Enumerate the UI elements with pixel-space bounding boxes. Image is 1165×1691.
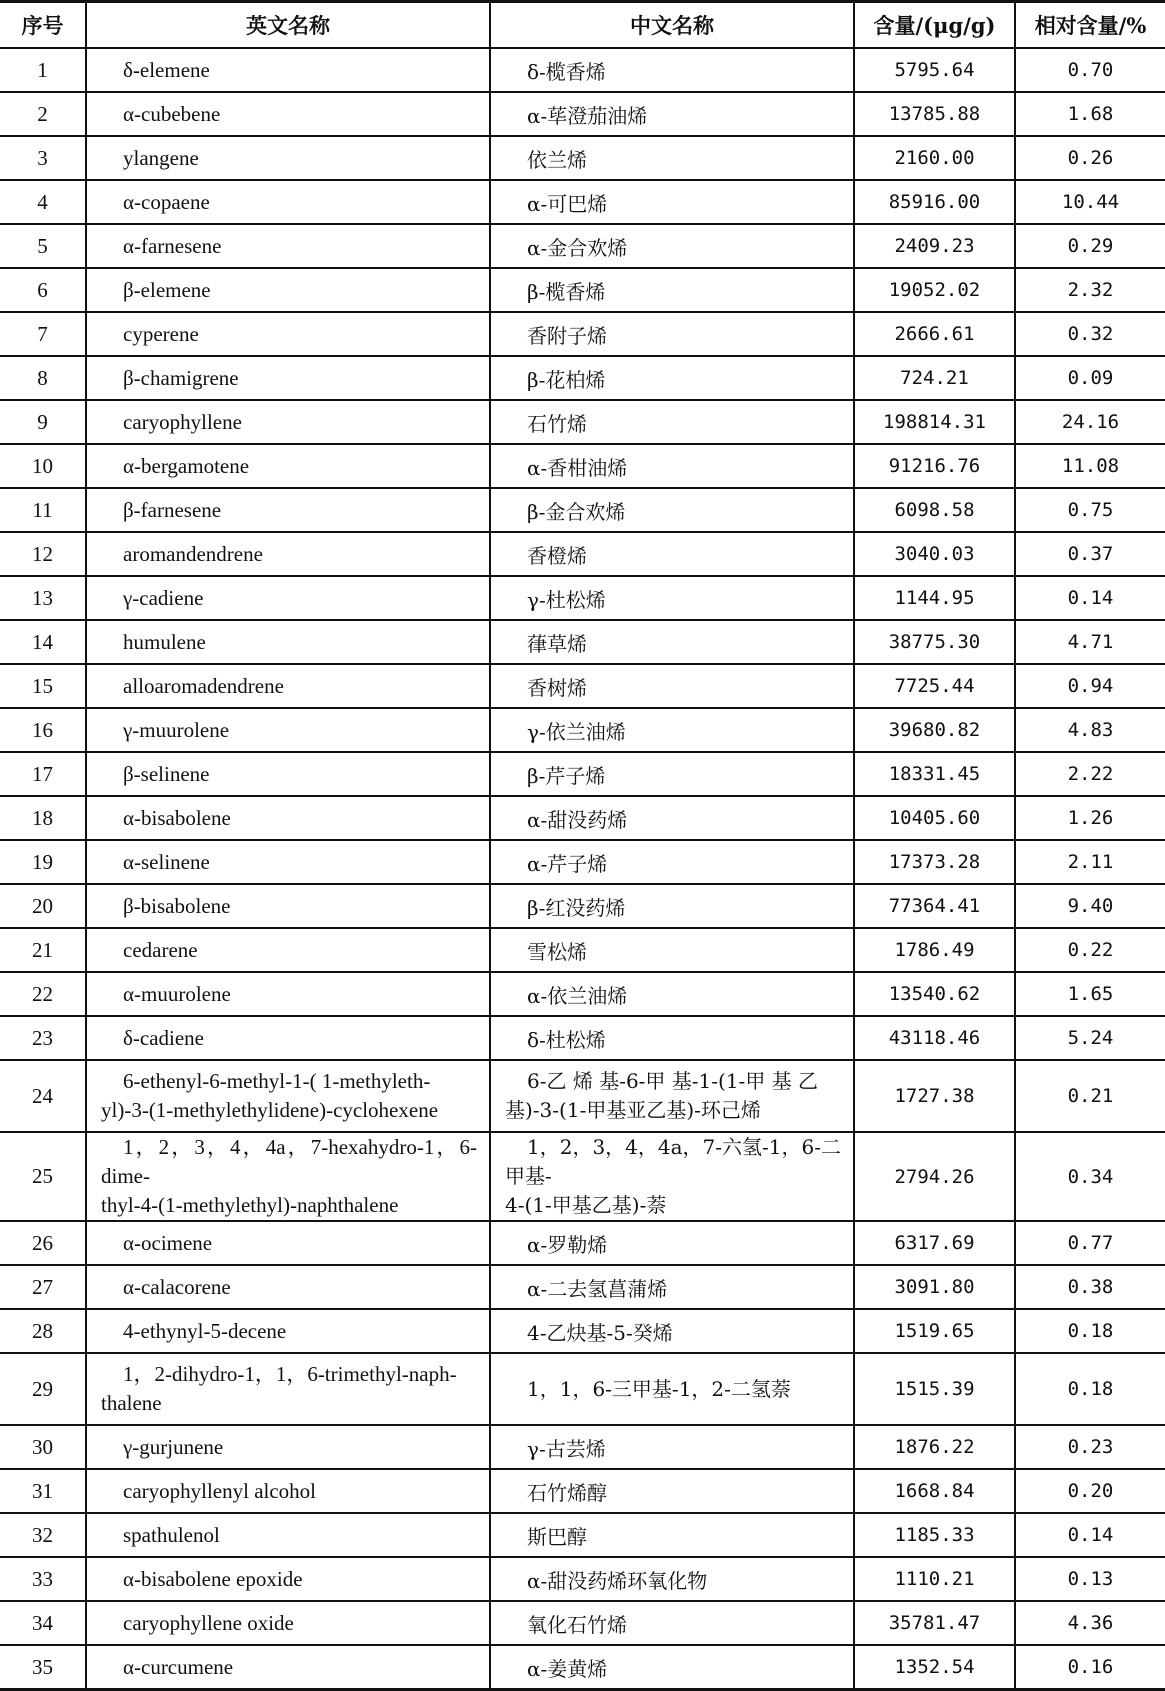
chinese-name-line: α-甜没药烯环氧化物 bbox=[527, 1568, 708, 1593]
english-name-line: aromandendrene bbox=[123, 541, 263, 566]
cell-relative-content: 0.16 bbox=[1015, 1645, 1165, 1690]
cell-content: 1876.22 bbox=[854, 1425, 1015, 1469]
cell-english-name bbox=[86, 1016, 490, 1060]
cell-content: 1519.65 bbox=[854, 1309, 1015, 1353]
chinese-name-line: 石竹烯 bbox=[527, 411, 587, 436]
table-row bbox=[0, 224, 1165, 268]
cell-relative-content: 0.70 bbox=[1015, 48, 1165, 92]
table-row bbox=[0, 400, 1165, 444]
chinese-name-line: 香橙烯 bbox=[527, 543, 587, 568]
chinese-name-line: 4-乙炔基-5-癸烯 bbox=[527, 1320, 673, 1345]
cell-relative-content: 0.37 bbox=[1015, 532, 1165, 576]
chinese-name-line: β-花柏烯 bbox=[527, 367, 606, 392]
table-row bbox=[0, 1645, 1165, 1690]
cell-chinese-name bbox=[490, 268, 854, 312]
english-name-line: α-calacorene bbox=[123, 1274, 231, 1299]
cell-content: 5795.64 bbox=[854, 48, 1015, 92]
cell-content: 2160.00 bbox=[854, 136, 1015, 180]
table-row bbox=[0, 356, 1165, 400]
cell-relative-content: 0.20 bbox=[1015, 1469, 1165, 1513]
cell-content: 1727.38 bbox=[854, 1060, 1015, 1132]
cell-english-name bbox=[86, 928, 490, 972]
cell-chinese-name bbox=[490, 884, 854, 928]
cell-serial-number: 15 bbox=[0, 664, 86, 708]
english-name-line: 1，2-dihydro-1，1，6-trimethyl-naph- bbox=[123, 1362, 457, 1386]
cell-english-name bbox=[86, 48, 490, 92]
chinese-name-line: β-芹子烯 bbox=[527, 763, 606, 788]
cell-english-name bbox=[86, 136, 490, 180]
cell-content: 13540.62 bbox=[854, 972, 1015, 1016]
chinese-name-line: α-香柑油烯 bbox=[527, 455, 628, 480]
table-row bbox=[0, 1469, 1165, 1513]
cell-chinese-name bbox=[490, 620, 854, 664]
cell-english-name bbox=[86, 92, 490, 136]
cell-serial-number: 6 bbox=[0, 268, 86, 312]
cell-content: 17373.28 bbox=[854, 840, 1015, 884]
table-row bbox=[0, 752, 1165, 796]
cell-serial-number: 2 bbox=[0, 92, 86, 136]
cell-relative-content: 1.26 bbox=[1015, 796, 1165, 840]
cell-serial-number: 14 bbox=[0, 620, 86, 664]
cell-chinese-name bbox=[490, 576, 854, 620]
cell-serial-number: 5 bbox=[0, 224, 86, 268]
cell-chinese-name bbox=[490, 444, 854, 488]
cell-content: 1668.84 bbox=[854, 1469, 1015, 1513]
cell-content: 2666.61 bbox=[854, 312, 1015, 356]
cell-serial-number: 4 bbox=[0, 180, 86, 224]
english-name-line: thalene bbox=[101, 1391, 162, 1415]
english-name-line: β-chamigrene bbox=[123, 365, 239, 390]
chinese-name-line: 雪松烯 bbox=[527, 939, 587, 964]
cell-chinese-name bbox=[490, 928, 854, 972]
chinese-name-line: 1，1，6-三甲基-1，2-二氢萘 bbox=[527, 1376, 791, 1401]
cell-relative-content: 0.32 bbox=[1015, 312, 1165, 356]
cell-serial-number: 18 bbox=[0, 796, 86, 840]
cell-serial-number: 10 bbox=[0, 444, 86, 488]
cell-serial-number: 20 bbox=[0, 884, 86, 928]
cell-english-name bbox=[86, 708, 490, 752]
cell-content: 6317.69 bbox=[854, 1221, 1015, 1265]
chinese-name-line: 1，2，3，4，4a，7-六氢-1，6-二甲基- bbox=[505, 1135, 841, 1188]
chinese-name-line: β-榄香烯 bbox=[527, 279, 606, 304]
english-name-line: α-muurolene bbox=[123, 981, 231, 1006]
header-chinese-name: 中文名称 bbox=[490, 2, 854, 49]
table-row bbox=[0, 180, 1165, 224]
table-header bbox=[0, 2, 1165, 49]
table-row bbox=[0, 972, 1165, 1016]
cell-content: 2794.26 bbox=[854, 1132, 1015, 1221]
cell-relative-content: 1.68 bbox=[1015, 92, 1165, 136]
cell-chinese-name bbox=[490, 752, 854, 796]
cell-chinese-name bbox=[490, 796, 854, 840]
english-name-line: α-copaene bbox=[123, 189, 210, 214]
cell-relative-content: 0.09 bbox=[1015, 356, 1165, 400]
english-name-line: β-elemene bbox=[123, 277, 211, 302]
cell-chinese-name bbox=[490, 1425, 854, 1469]
english-name-line: alloaromadendrene bbox=[123, 673, 284, 698]
cell-serial-number: 8 bbox=[0, 356, 86, 400]
cell-english-name bbox=[86, 796, 490, 840]
cell-serial-number: 26 bbox=[0, 1221, 86, 1265]
cell-serial-number: 34 bbox=[0, 1601, 86, 1645]
header-row bbox=[0, 2, 1165, 49]
table-row bbox=[0, 1265, 1165, 1309]
chinese-name-line: 依兰烯 bbox=[527, 147, 587, 172]
cell-chinese-name bbox=[490, 1060, 854, 1132]
cell-serial-number: 13 bbox=[0, 576, 86, 620]
chinese-name-line: α-罗勒烯 bbox=[527, 1232, 608, 1257]
table-row bbox=[0, 1221, 1165, 1265]
cell-english-name bbox=[86, 1132, 490, 1221]
chinese-name-line: α-甜没药烯 bbox=[527, 807, 628, 832]
cell-content: 1515.39 bbox=[854, 1353, 1015, 1425]
cell-english-name bbox=[86, 356, 490, 400]
cell-english-name bbox=[86, 400, 490, 444]
cell-relative-content: 0.22 bbox=[1015, 928, 1165, 972]
cell-content: 1352.54 bbox=[854, 1645, 1015, 1690]
cell-relative-content: 0.77 bbox=[1015, 1221, 1165, 1265]
cell-serial-number: 21 bbox=[0, 928, 86, 972]
english-name-line: α-selinene bbox=[123, 849, 210, 874]
cell-english-name bbox=[86, 840, 490, 884]
chinese-name-line: γ-古芸烯 bbox=[527, 1436, 606, 1461]
table-row bbox=[0, 796, 1165, 840]
cell-chinese-name bbox=[490, 664, 854, 708]
chinese-name-line: δ-榄香烯 bbox=[527, 59, 606, 84]
cell-relative-content: 4.83 bbox=[1015, 708, 1165, 752]
cell-english-name bbox=[86, 532, 490, 576]
cell-english-name bbox=[86, 1557, 490, 1601]
chinese-name-line: 基)-3-(1-甲基亚乙基)-环己烯 bbox=[505, 1098, 761, 1122]
cell-chinese-name bbox=[490, 1221, 854, 1265]
header-content: 含量/(μg/g) bbox=[854, 2, 1015, 49]
cell-content: 198814.31 bbox=[854, 400, 1015, 444]
cell-serial-number: 7 bbox=[0, 312, 86, 356]
chinese-name-line: α-姜黄烯 bbox=[527, 1656, 608, 1681]
cell-serial-number: 33 bbox=[0, 1557, 86, 1601]
cell-relative-content: 10.44 bbox=[1015, 180, 1165, 224]
cell-english-name bbox=[86, 620, 490, 664]
table-row bbox=[0, 532, 1165, 576]
cell-content: 77364.41 bbox=[854, 884, 1015, 928]
table-row bbox=[0, 1309, 1165, 1353]
table-row bbox=[0, 1557, 1165, 1601]
cell-serial-number: 28 bbox=[0, 1309, 86, 1353]
cell-content: 19052.02 bbox=[854, 268, 1015, 312]
english-name-line: yl)-3-(1-methylethylidene)-cyclohexene bbox=[101, 1098, 439, 1122]
cell-english-name bbox=[86, 268, 490, 312]
table-row bbox=[0, 1425, 1165, 1469]
cell-relative-content: 0.18 bbox=[1015, 1309, 1165, 1353]
table-row bbox=[0, 1060, 1165, 1132]
table-row bbox=[0, 1353, 1165, 1425]
cell-relative-content: 5.24 bbox=[1015, 1016, 1165, 1060]
cell-english-name bbox=[86, 576, 490, 620]
cell-serial-number: 32 bbox=[0, 1513, 86, 1557]
table-row bbox=[0, 488, 1165, 532]
header-english-name: 英文名称 bbox=[86, 2, 490, 49]
english-name-line: cyperene bbox=[123, 321, 199, 346]
cell-english-name bbox=[86, 312, 490, 356]
table-row bbox=[0, 840, 1165, 884]
chinese-name-line: 斯巴醇 bbox=[527, 1524, 587, 1549]
cell-chinese-name bbox=[490, 1601, 854, 1645]
cell-chinese-name bbox=[490, 1016, 854, 1060]
cell-chinese-name bbox=[490, 136, 854, 180]
cell-chinese-name bbox=[490, 180, 854, 224]
cell-english-name bbox=[86, 180, 490, 224]
table-row bbox=[0, 268, 1165, 312]
table-row bbox=[0, 1601, 1165, 1645]
table-row bbox=[0, 1132, 1165, 1221]
chinese-name-line: α-金合欢烯 bbox=[527, 235, 628, 260]
cell-relative-content: 0.14 bbox=[1015, 1513, 1165, 1557]
cell-relative-content: 0.13 bbox=[1015, 1557, 1165, 1601]
cell-relative-content: 9.40 bbox=[1015, 884, 1165, 928]
chinese-name-line: α-荜澄茄油烯 bbox=[527, 103, 648, 128]
english-name-line: spathulenol bbox=[123, 1522, 220, 1547]
chinese-name-line: 石竹烯醇 bbox=[527, 1480, 607, 1505]
cell-content: 39680.82 bbox=[854, 708, 1015, 752]
cell-content: 2409.23 bbox=[854, 224, 1015, 268]
cell-relative-content: 24.16 bbox=[1015, 400, 1165, 444]
cell-english-name bbox=[86, 1425, 490, 1469]
cell-english-name bbox=[86, 1221, 490, 1265]
cell-chinese-name bbox=[490, 1645, 854, 1690]
cell-serial-number: 27 bbox=[0, 1265, 86, 1309]
cell-chinese-name bbox=[490, 224, 854, 268]
cell-serial-number: 23 bbox=[0, 1016, 86, 1060]
chinese-name-line: 香附子烯 bbox=[527, 323, 607, 348]
header-relative-content: 相对含量/% bbox=[1015, 2, 1165, 49]
chinese-name-line: β-红没药烯 bbox=[527, 895, 626, 920]
cell-serial-number: 25 bbox=[0, 1132, 86, 1221]
cell-chinese-name bbox=[490, 972, 854, 1016]
cell-chinese-name bbox=[490, 532, 854, 576]
english-name-line: α-ocimene bbox=[123, 1230, 213, 1255]
cell-relative-content: 0.34 bbox=[1015, 1132, 1165, 1221]
chinese-name-line: β-金合欢烯 bbox=[527, 499, 626, 524]
cell-serial-number: 17 bbox=[0, 752, 86, 796]
table-row bbox=[0, 664, 1165, 708]
cell-serial-number: 35 bbox=[0, 1645, 86, 1690]
header-serial-number: 序号 bbox=[0, 2, 86, 49]
cell-serial-number: 3 bbox=[0, 136, 86, 180]
cell-content: 7725.44 bbox=[854, 664, 1015, 708]
cell-content: 10405.60 bbox=[854, 796, 1015, 840]
cell-english-name bbox=[86, 972, 490, 1016]
cell-relative-content: 4.71 bbox=[1015, 620, 1165, 664]
english-name-line: caryophyllene oxide bbox=[123, 1610, 294, 1635]
cell-content: 35781.47 bbox=[854, 1601, 1015, 1645]
cell-english-name bbox=[86, 488, 490, 532]
cell-relative-content: 0.38 bbox=[1015, 1265, 1165, 1309]
english-name-line: α-bergamotene bbox=[123, 453, 250, 478]
cell-chinese-name bbox=[490, 1309, 854, 1353]
english-name-line: β-farnesene bbox=[123, 497, 222, 522]
cell-serial-number: 29 bbox=[0, 1353, 86, 1425]
table-row bbox=[0, 312, 1165, 356]
table-row bbox=[0, 1016, 1165, 1060]
table-row bbox=[0, 620, 1165, 664]
cell-content: 18331.45 bbox=[854, 752, 1015, 796]
chinese-name-line: 香树烯 bbox=[527, 675, 587, 700]
cell-chinese-name bbox=[490, 1353, 854, 1425]
cell-content: 13785.88 bbox=[854, 92, 1015, 136]
cell-serial-number: 1 bbox=[0, 48, 86, 92]
cell-content: 91216.76 bbox=[854, 444, 1015, 488]
table-row bbox=[0, 708, 1165, 752]
cell-content: 3040.03 bbox=[854, 532, 1015, 576]
table-body bbox=[0, 48, 1165, 1690]
table-row bbox=[0, 576, 1165, 620]
cell-chinese-name bbox=[490, 488, 854, 532]
chinese-name-line: 氧化石竹烯 bbox=[527, 1612, 627, 1637]
cell-relative-content: 0.18 bbox=[1015, 1353, 1165, 1425]
table-row bbox=[0, 444, 1165, 488]
cell-english-name bbox=[86, 1353, 490, 1425]
cell-english-name bbox=[86, 664, 490, 708]
chinese-name-line: α-依兰油烯 bbox=[527, 983, 628, 1008]
english-name-line: caryophyllenyl alcohol bbox=[123, 1478, 317, 1503]
cell-chinese-name bbox=[490, 1513, 854, 1557]
cell-relative-content: 0.75 bbox=[1015, 488, 1165, 532]
cell-serial-number: 22 bbox=[0, 972, 86, 1016]
cell-content: 85916.00 bbox=[854, 180, 1015, 224]
chinese-name-line: γ-依兰油烯 bbox=[527, 719, 626, 744]
cell-relative-content: 0.29 bbox=[1015, 224, 1165, 268]
english-name-line: δ-cadiene bbox=[123, 1025, 205, 1050]
cell-relative-content: 2.22 bbox=[1015, 752, 1165, 796]
cell-content: 724.21 bbox=[854, 356, 1015, 400]
cell-relative-content: 4.36 bbox=[1015, 1601, 1165, 1645]
cell-chinese-name bbox=[490, 400, 854, 444]
english-name-line: 4-ethynyl-5-decene bbox=[123, 1318, 287, 1343]
cell-chinese-name bbox=[490, 1557, 854, 1601]
cell-english-name bbox=[86, 884, 490, 928]
english-name-line: α-curcumene bbox=[123, 1654, 234, 1679]
cell-english-name bbox=[86, 1265, 490, 1309]
cell-english-name bbox=[86, 444, 490, 488]
english-name-line: cedarene bbox=[123, 937, 198, 962]
english-name-line: α-cubebene bbox=[123, 101, 221, 126]
cell-english-name bbox=[86, 224, 490, 268]
cell-serial-number: 11 bbox=[0, 488, 86, 532]
cell-chinese-name bbox=[490, 1265, 854, 1309]
chinese-name-line: γ-杜松烯 bbox=[527, 587, 606, 612]
cell-serial-number: 24 bbox=[0, 1060, 86, 1132]
cell-chinese-name bbox=[490, 356, 854, 400]
cell-relative-content: 0.14 bbox=[1015, 576, 1165, 620]
cell-serial-number: 19 bbox=[0, 840, 86, 884]
cell-relative-content: 0.26 bbox=[1015, 136, 1165, 180]
english-name-line: α-bisabolene bbox=[123, 805, 231, 830]
cell-serial-number: 31 bbox=[0, 1469, 86, 1513]
cell-english-name bbox=[86, 1513, 490, 1557]
cell-chinese-name bbox=[490, 708, 854, 752]
chinese-name-line: 6-乙 烯 基-6-甲 基-1-(1-甲 基 乙 bbox=[527, 1069, 819, 1093]
cell-relative-content: 0.23 bbox=[1015, 1425, 1165, 1469]
english-name-line: δ-elemene bbox=[123, 57, 210, 82]
english-name-line: β-bisabolene bbox=[123, 893, 231, 918]
english-name-line: γ-cadiene bbox=[123, 585, 204, 610]
chinese-name-line: α-芹子烯 bbox=[527, 851, 608, 876]
english-name-line: thyl-4-(1-methylethyl)-naphthalene bbox=[101, 1193, 399, 1217]
chinese-name-line: δ-杜松烯 bbox=[527, 1027, 606, 1052]
chinese-name-line: 4-(1-甲基乙基)-萘 bbox=[505, 1193, 667, 1217]
english-name-line: 6-ethenyl-6-methyl-1-( 1-methyleth- bbox=[123, 1069, 431, 1093]
cell-chinese-name bbox=[490, 840, 854, 884]
cell-chinese-name bbox=[490, 48, 854, 92]
cell-content: 1185.33 bbox=[854, 1513, 1015, 1557]
cell-content: 38775.30 bbox=[854, 620, 1015, 664]
cell-serial-number: 12 bbox=[0, 532, 86, 576]
cell-english-name bbox=[86, 1601, 490, 1645]
cell-english-name bbox=[86, 1469, 490, 1513]
cell-chinese-name bbox=[490, 312, 854, 356]
table-row bbox=[0, 136, 1165, 180]
table-row bbox=[0, 1513, 1165, 1557]
cell-relative-content: 2.11 bbox=[1015, 840, 1165, 884]
cell-relative-content: 0.94 bbox=[1015, 664, 1165, 708]
cell-content: 1786.49 bbox=[854, 928, 1015, 972]
english-name-line: γ-gurjunene bbox=[123, 1434, 224, 1459]
table-row bbox=[0, 92, 1165, 136]
chinese-name-line: α-可巴烯 bbox=[527, 191, 608, 216]
cell-content: 43118.46 bbox=[854, 1016, 1015, 1060]
cell-content: 1110.21 bbox=[854, 1557, 1015, 1601]
chinese-name-line: α-二去氢菖蒲烯 bbox=[527, 1276, 668, 1301]
cell-chinese-name bbox=[490, 1132, 854, 1221]
cell-serial-number: 30 bbox=[0, 1425, 86, 1469]
cell-relative-content: 2.32 bbox=[1015, 268, 1165, 312]
cell-english-name bbox=[86, 1309, 490, 1353]
cell-english-name bbox=[86, 1060, 490, 1132]
english-name-line: ylangene bbox=[123, 145, 199, 170]
cell-relative-content: 1.65 bbox=[1015, 972, 1165, 1016]
chinese-name-line: 葎草烯 bbox=[527, 631, 587, 656]
english-name-line: α-farnesene bbox=[123, 233, 222, 258]
cell-english-name bbox=[86, 752, 490, 796]
english-name-line: γ-muurolene bbox=[123, 717, 230, 742]
cell-content: 1144.95 bbox=[854, 576, 1015, 620]
table-row bbox=[0, 928, 1165, 972]
cell-serial-number: 16 bbox=[0, 708, 86, 752]
cell-chinese-name bbox=[490, 92, 854, 136]
cell-chinese-name bbox=[490, 1469, 854, 1513]
table-row bbox=[0, 48, 1165, 92]
cell-english-name bbox=[86, 1645, 490, 1690]
english-name-line: α-bisabolene epoxide bbox=[123, 1566, 303, 1591]
cell-content: 3091.80 bbox=[854, 1265, 1015, 1309]
table-row bbox=[0, 884, 1165, 928]
cell-relative-content: 11.08 bbox=[1015, 444, 1165, 488]
english-name-line: caryophyllene bbox=[123, 409, 242, 434]
english-name-line: humulene bbox=[123, 629, 206, 654]
cell-content: 6098.58 bbox=[854, 488, 1015, 532]
cell-relative-content: 0.21 bbox=[1015, 1060, 1165, 1132]
cell-serial-number: 9 bbox=[0, 400, 86, 444]
english-name-line: 1，2，3，4，4a，7-hexahydro-1，6-dime- bbox=[101, 1135, 477, 1188]
english-name-line: β-selinene bbox=[123, 761, 210, 786]
